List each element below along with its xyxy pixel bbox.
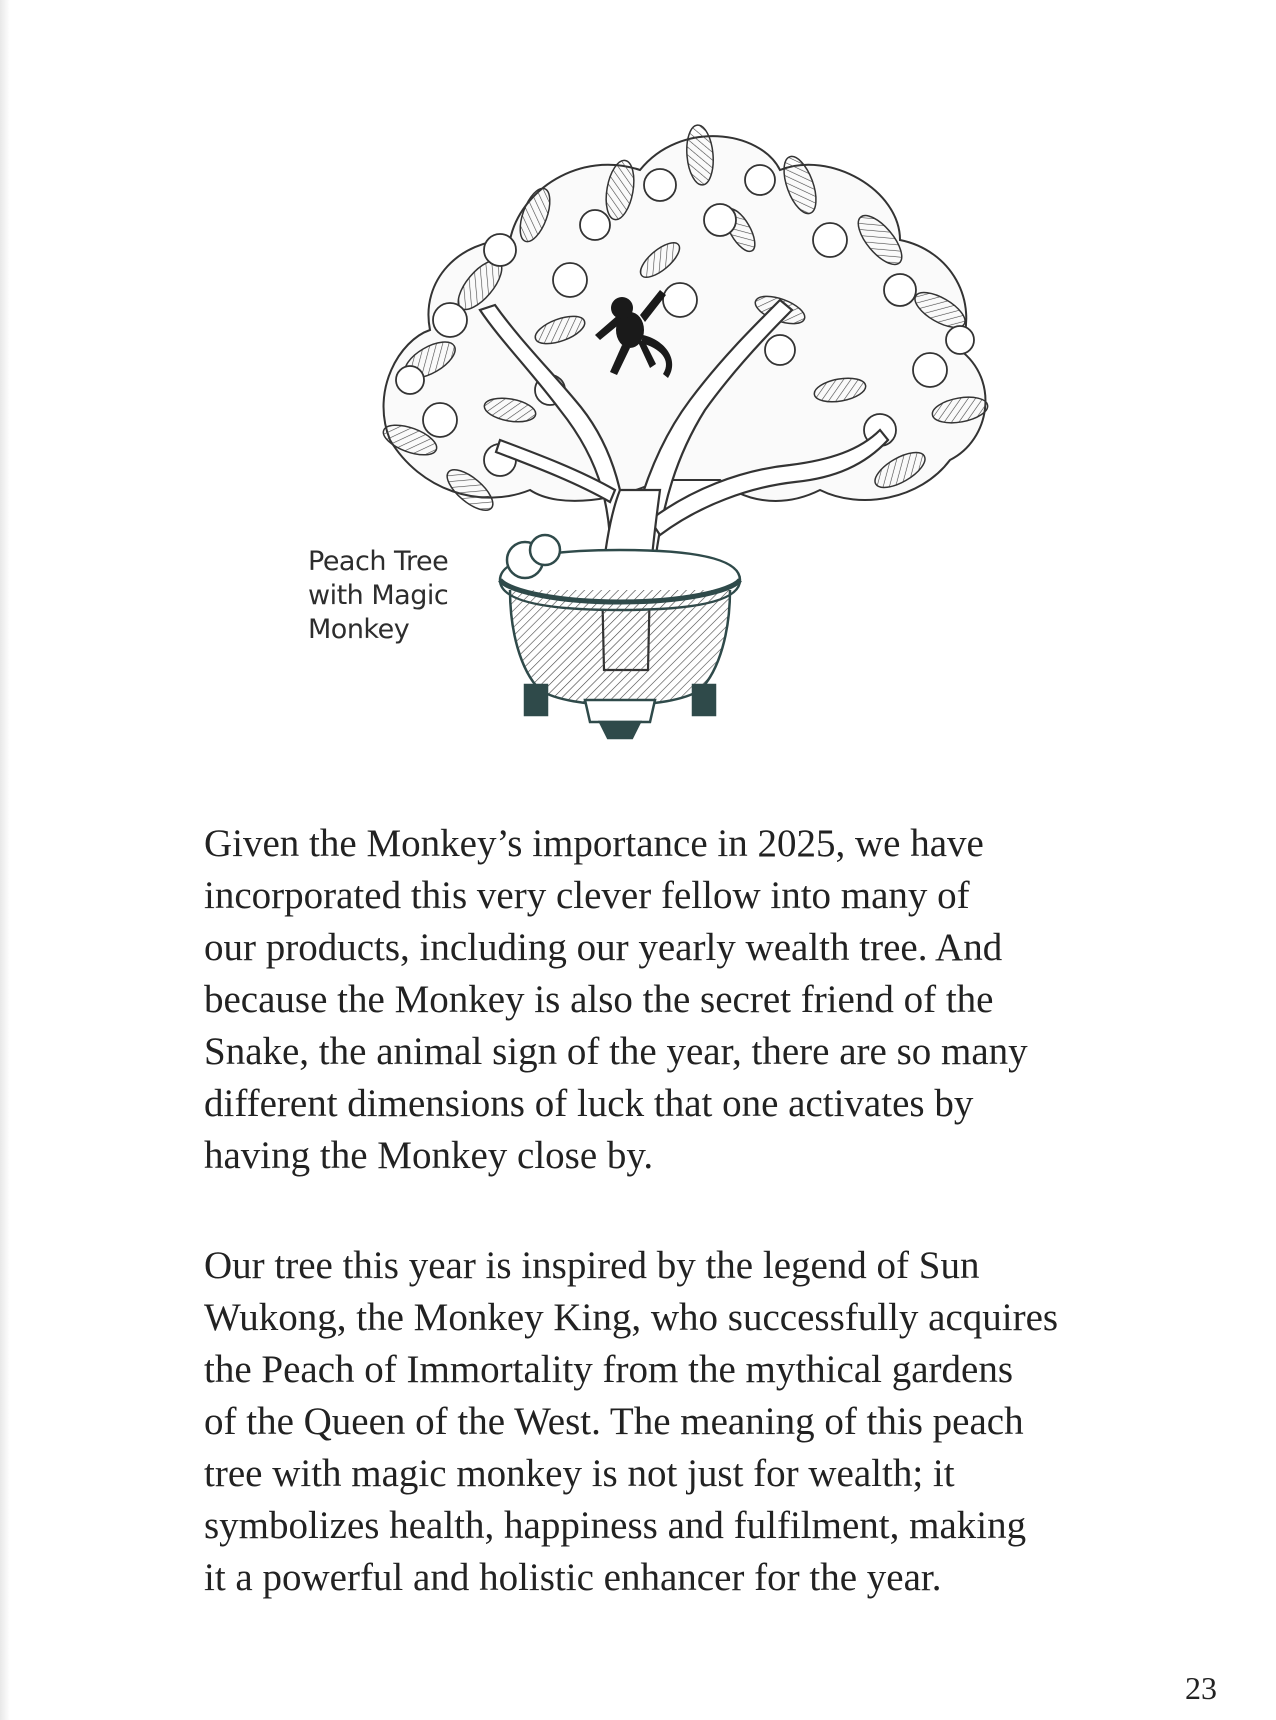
text-line: Wukong, the Monkey King, who successfully acquires [204,1296,1059,1339]
text-line: symbolizes health, happiness and fulfilment, making [204,1504,1027,1547]
caption-line: Peach Tree [308,546,449,577]
text-line: the Peach of Immortality from the mythical gardens [204,1348,1014,1391]
caption-line: Monkey [308,614,410,645]
caption-line: with Magic [308,580,449,611]
text-line: Given the Monkey’s importance in 2025, we have [204,822,984,865]
text-line: having the Monkey close by. [204,1134,654,1177]
pot [500,535,740,738]
text-line: Our tree this year is inspired by the legend of Sun [204,1244,980,1287]
text-line: Snake, the animal sign of the year, there are so many [204,1030,1028,1073]
page-number: 23 [1185,1670,1217,1706]
peach-tree-illustration [360,110,1010,790]
text-line: our products, including our yearly wealth tree. And [204,926,1003,969]
text-line: of the Queen of the West. The meaning of this peach [204,1400,1024,1443]
illustration-caption [308,545,508,647]
paragraph-1 [204,818,1164,1182]
text-line: tree with magic monkey is not just for wealth; it [204,1452,955,1495]
text-line: different dimensions of luck that one activates by [204,1082,974,1125]
page-edge-shadow [0,0,10,1720]
paragraph-2 [204,1240,1164,1604]
text-line: it a powerful and holistic enhancer for the year. [204,1556,942,1599]
text-line: because the Monkey is also the secret friend of the [204,978,994,1021]
text-line: incorporated this very clever fellow into many of [204,874,970,917]
